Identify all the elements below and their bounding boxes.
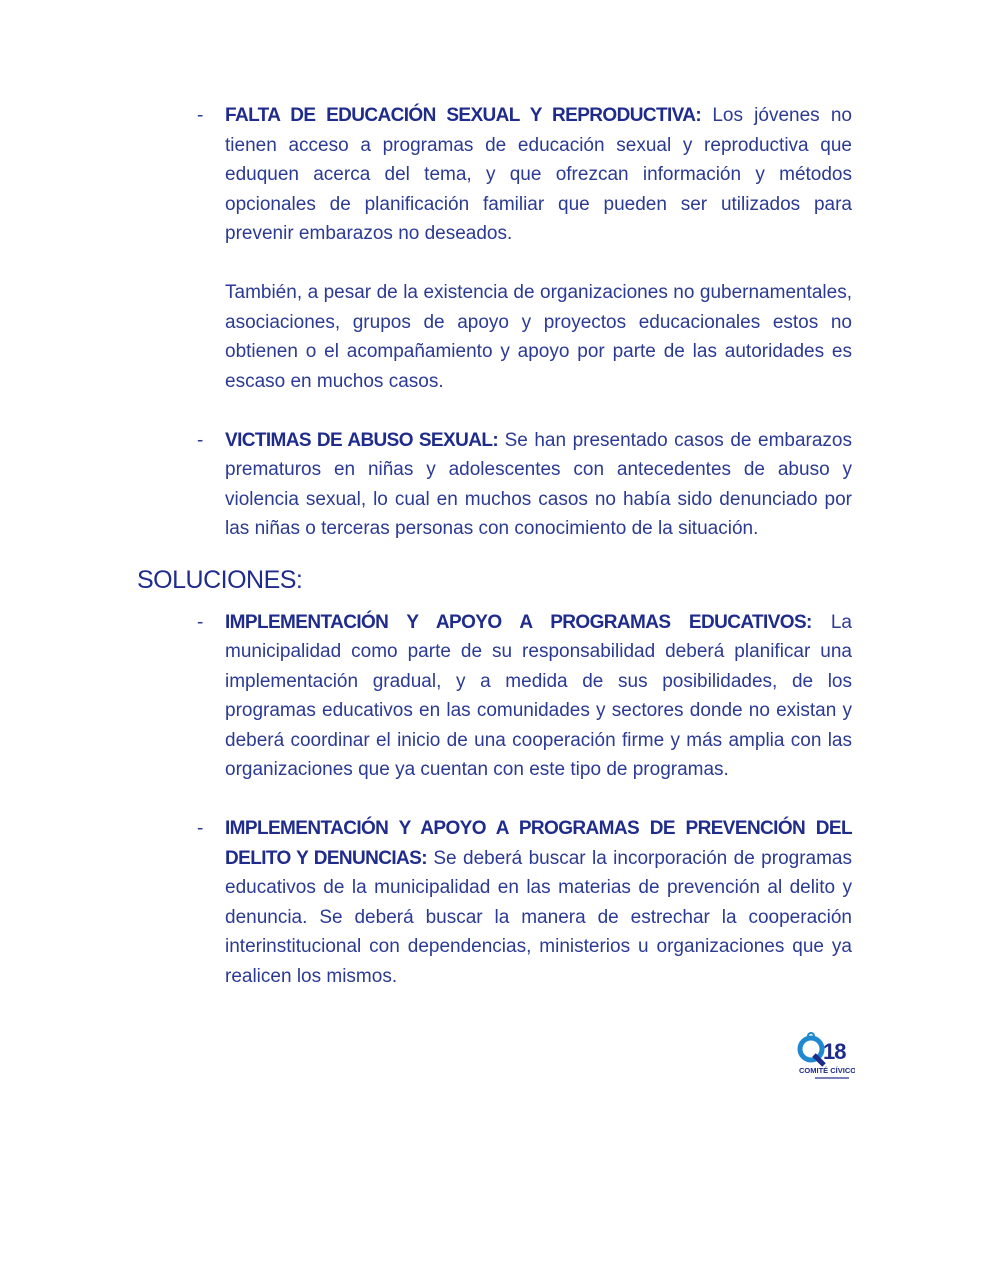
section-title: SOLUCIONES: bbox=[137, 565, 303, 594]
bullet-heading: VICTIMAS DE ABUSO SEXUAL: bbox=[225, 429, 499, 451]
bullet-heading: IMPLEMENTACIÓN Y APOYO A PROGRAMAS EDUCATIVOS: bbox=[225, 611, 812, 633]
bullet-prevencion-delito bbox=[197, 814, 852, 991]
bullet-dash: - bbox=[197, 818, 204, 839]
bullet-dash: - bbox=[197, 611, 204, 633]
paragraph bbox=[225, 101, 852, 249]
bullet-falta-educacion bbox=[197, 101, 852, 396]
bullet-text: La municipalidad como parte de su responsabilidad deberá planificar una implementación gradual, y a medida de sus posibilidades, de los programas educativos en las comunidades y sectores donde no existan y deberá coordinar el inicio de una cooperación firme y más amplia con las organizaciones que ya cuentan con este tipo de programas. bbox=[225, 611, 852, 780]
bullet-text: Los jóvenes no tienen acceso a programas de educación sexual y reproductiva que eduquen acerca del tema, y que ofrezcan información y métodos opcionales de planificación familiar que pueden ser utilizados para prevenir embarazos no deseados. bbox=[225, 105, 852, 244]
comite-civico-logo bbox=[797, 1031, 855, 1081]
paragraph-extra: También, a pesar de la existencia de organizaciones no gubernamentales, asociaciones, grupos de apoyo y proyectos educacionales estos no obtienen o el acompañamiento y apoyo por parte de las autoridades es escaso en muchos casos. bbox=[225, 282, 852, 392]
paragraph bbox=[225, 608, 852, 785]
bullet-programas-educativos bbox=[197, 608, 852, 785]
svg-text:18: 18 bbox=[823, 1039, 846, 1064]
bullet-victimas-abuso bbox=[197, 426, 852, 544]
footer bbox=[0, 1031, 990, 1081]
svg-text:COMITÉ CÍVICO: COMITÉ CÍVICO bbox=[799, 1066, 855, 1075]
bullet-text: Se han presentado casos de embarazos prematuros en niñas y adolescentes con antecedentes de abuso y violencia sexual, lo cual en muchos casos no había sido denunciado por las niñas o terceras personas con conocimiento de la situación. bbox=[225, 429, 852, 539]
paragraph bbox=[225, 814, 852, 991]
bullet-heading: IMPLEMENTACIÓN Y APOYO A PROGRAMAS DE PREVENCIÓN DEL DELITO Y DENUNCIAS: bbox=[225, 818, 852, 869]
bullet-text: Se deberá buscar la incorporación de programas educativos de la municipalidad en las materias de prevención al delito y denuncia. Se deberá buscar la manera de estrechar la cooperación interinstitucional con dependencias, ministerios u organizaciones que ya realicen los mismos. bbox=[225, 847, 852, 987]
paragraph bbox=[225, 426, 852, 544]
bullet-dash: - bbox=[197, 105, 204, 126]
bullet-heading: FALTA DE EDUCACIÓN SEXUAL Y REPRODUCTIVA: bbox=[225, 105, 702, 126]
bullet-dash: - bbox=[197, 429, 204, 451]
